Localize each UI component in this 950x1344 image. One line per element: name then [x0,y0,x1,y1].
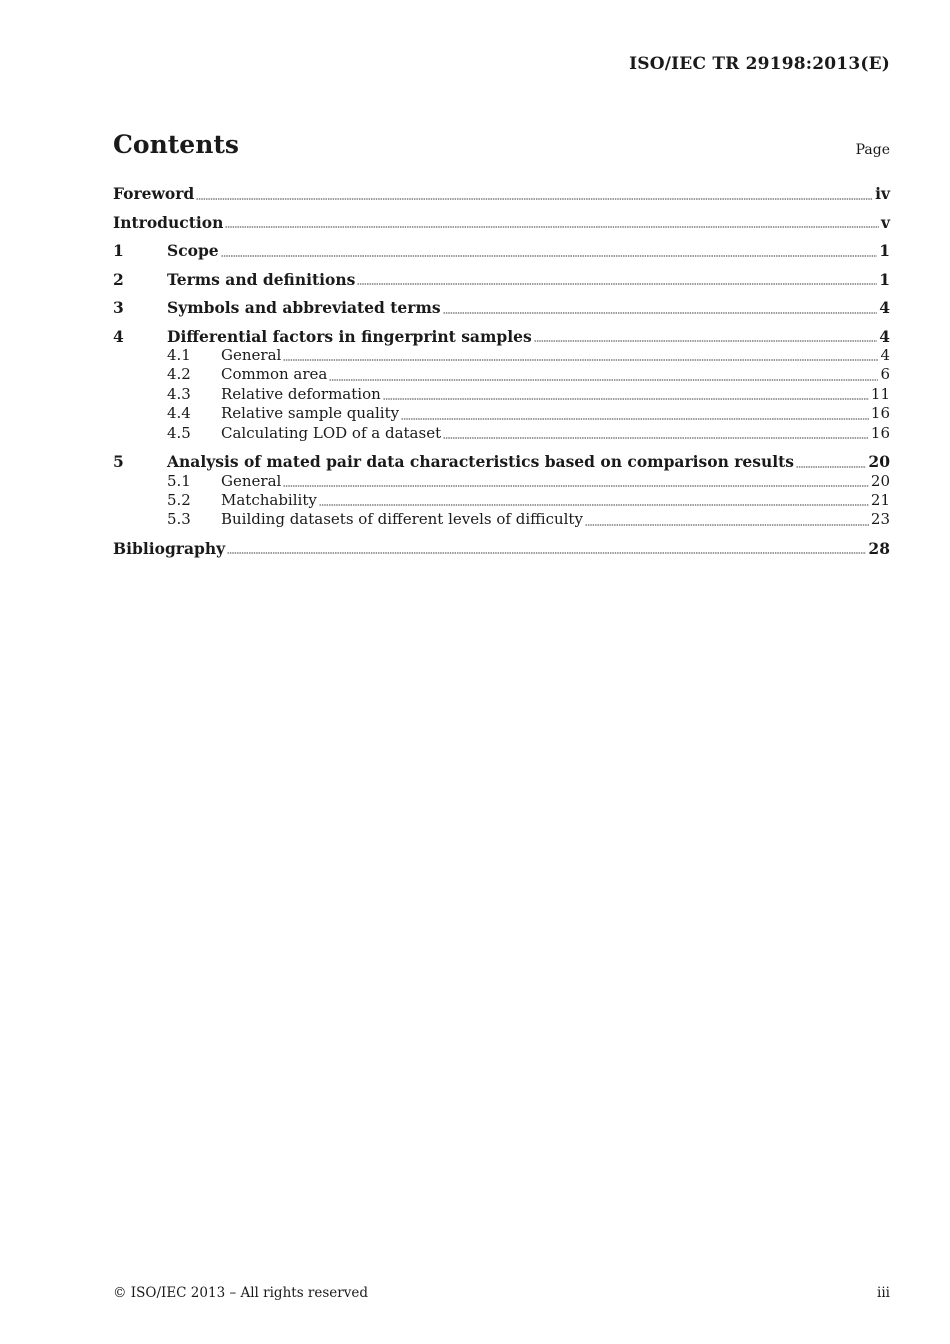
toc-entry-4-1-general[interactable] [113,346,890,365]
toc-entry-introduction[interactable] [113,213,890,233]
toc-entry-number: 5.1 [167,471,191,490]
toc-leader-dots [221,255,878,257]
toc-leader-dots [401,418,869,420]
toc-entry-page: 4 [879,298,890,317]
toc-entry-page: 1 [879,241,890,260]
toc-entry-number: 3 [113,298,124,317]
toc-entry-differential-factors[interactable] [113,327,890,347]
toc-entry-scope[interactable] [113,241,890,261]
toc-leader-dots [196,198,873,200]
toc-entry-title: Matchability [221,490,317,509]
toc-entry-page: 21 [870,490,890,509]
contents-heading: Contents [113,130,240,159]
toc-entry-number: 2 [113,269,124,289]
toc-entry-symbols[interactable] [113,298,890,318]
toc-entry-page: v [880,212,890,232]
toc-entry-page: 11 [870,384,890,403]
toc-entry-title: Scope [167,241,219,260]
toc-entry-page: 4 [879,326,890,346]
toc-entry-page: 16 [870,423,890,442]
toc-entry-page: 20 [870,471,890,490]
toc-entry-title: Symbols and abbreviated terms [167,298,441,317]
toc-entry-number: 4.4 [167,404,191,423]
toc-entry-number: 4.3 [167,384,191,403]
toc-entry-number: 5.3 [167,510,191,529]
toc-entry-page: 16 [870,404,890,423]
toc-entry-title: Differential factors in fingerprint samples [167,326,532,346]
toc-entry-number: 4.2 [167,365,191,384]
toc-leader-dots [329,379,878,381]
toc-entry-4-5-calculating-lod[interactable] [113,424,890,443]
toc-entry-title: Foreword [113,184,195,203]
toc-entry-title: Relative deformation [221,384,381,403]
toc-entry-5-1-general[interactable] [113,472,890,491]
toc-leader-dots [443,437,869,439]
toc-entry-4-3-relative-deformation[interactable] [113,385,890,404]
toc-entry-foreword[interactable] [113,184,890,204]
toc-entry-title: Terms and definitions [167,269,356,289]
toc-entry-number: 5 [113,452,124,472]
toc-leader-dots [283,485,869,487]
document-identifier: ISO/IEC TR 29198:2013(E) [629,54,890,74]
toc-entry-title: Relative sample quality [221,404,400,423]
toc-entry-page: 6 [880,365,890,384]
toc-entry-5-2-matchability[interactable] [113,491,890,510]
toc-entry-page: 20 [868,452,890,472]
toc-leader-dots [227,552,866,554]
toc-entry-title: General [221,346,282,364]
toc-entry-title: Analysis of mated pair data characteristics based on comparison results [167,452,795,472]
toc-entry-title: General [221,471,282,490]
toc-leader-dots [283,359,878,361]
toc-entry-page: 28 [868,538,890,558]
toc-entry-number: 4.1 [167,346,191,364]
toc-leader-dots [383,398,869,400]
toc-leader-dots [534,340,878,342]
toc-entry-page: iv [875,184,890,203]
toc-entry-title: Building datasets of different levels of difficulty [221,510,583,529]
toc-leader-dots [443,312,878,314]
toc-entry-page: 23 [870,510,890,529]
toc-entry-number: 5.2 [167,490,191,509]
page-number: iii [877,1285,890,1301]
toc-leader-dots [319,504,869,506]
toc-entry-title: Calculating LOD of a dataset [221,423,442,442]
toc-entry-title: Bibliography [113,538,226,558]
toc-entry-page: 4 [880,346,890,364]
toc-entry-page: 1 [879,269,890,289]
toc-entry-4-2-common-area[interactable] [113,365,890,384]
toc-entry-bibliography[interactable] [113,539,890,559]
toc-entry-title: Common area [221,365,328,384]
table-of-contents [113,184,890,558]
toc-entry-number: 4 [113,326,124,346]
toc-entry-terms-and-definitions[interactable] [113,270,890,290]
copyright-notice: © ISO/IEC 2013 – All rights reserved [113,1285,368,1301]
toc-leader-dots [225,226,879,228]
toc-entry-title: Introduction [113,212,224,232]
toc-entry-analysis-mated-pair[interactable] [113,452,890,472]
toc-entry-number: 4.5 [167,423,191,442]
page-column-label: Page [855,142,890,158]
toc-entry-4-4-relative-sample-quality[interactable] [113,404,890,423]
toc-leader-dots [357,283,877,285]
toc-leader-dots [585,524,869,526]
toc-entry-number: 1 [113,241,124,260]
toc-entry-5-3-building-datasets[interactable] [113,510,890,529]
toc-leader-dots [796,466,866,468]
